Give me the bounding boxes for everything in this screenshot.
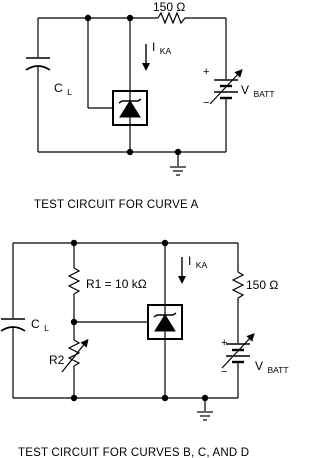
circuit-b-capacitor-symbol: C [31, 317, 40, 331]
circuit-a-battery-minus: − [203, 97, 210, 109]
circuit-b-junction-dot [71, 240, 77, 246]
circuit-b-current-subscript: KA [195, 260, 208, 270]
circuit-a-junction-dot [127, 15, 133, 21]
circuit-b-junction-dot [71, 319, 77, 325]
circuit-b-battery-label [255, 357, 289, 375]
circuit-b-current-symbol: I [188, 254, 192, 268]
circuit-b-battery-minus: − [221, 366, 228, 378]
circuit-a-current-label [152, 38, 171, 56]
circuit-a-current-subscript: KA [159, 46, 172, 56]
circuit-a-resistor-label: 150 Ω [153, 0, 186, 14]
circuit-a-current-symbol: I [152, 40, 156, 54]
circuit-a-resistor-150 [158, 13, 185, 23]
circuit-a-junction-dot [85, 15, 91, 21]
circuit-a-regulator-symbol [119, 91, 141, 125]
circuit-a-battery-label [241, 81, 275, 99]
circuit-b-battery-plus: + [221, 337, 228, 349]
circuit-a-capacitor-symbol: C [54, 81, 63, 95]
circuit-b-junction-dot [202, 395, 208, 401]
circuit-a-battery-symbol: V [241, 83, 250, 97]
circuit-b-junction-dot [71, 395, 77, 401]
circuit-b-current-label [188, 252, 207, 270]
circuit-b-junction-dot [162, 395, 168, 401]
circuit-a-junctions [85, 15, 181, 155]
circuit-b-regulator-symbol [154, 305, 176, 339]
circuit-b-junction-dot [162, 240, 168, 246]
circuit-b-battery-symbol: V [255, 359, 264, 373]
circuit-b-r2-label: R2 [49, 353, 65, 367]
circuit-b-capacitor-subscript: L [44, 323, 49, 333]
circuit-a-battery-plus: + [203, 66, 210, 78]
circuit-a-junction-dot [127, 149, 133, 155]
circuit-b-caption: TEST CIRCUIT FOR CURVES B, C, AND D [18, 447, 250, 458]
circuit-b-capacitor-label [31, 315, 49, 333]
circuit-b-r1-resistor [69, 268, 79, 294]
circuit-b-load-resistor-label: 150 Ω [246, 278, 279, 292]
circuit-b-load-resistor [233, 272, 243, 298]
circuit-a-battery-subscript: BATT [253, 89, 275, 99]
circuit-b-r1-label: R1 = 10 kΩ [86, 277, 147, 291]
circuit-a-battery-icon [210, 72, 240, 104]
circuit-a-capacitor-subscript: L [67, 87, 72, 97]
circuit-a-caption: TEST CIRCUIT FOR CURVE A [34, 199, 199, 211]
circuit-a-capacitor-label [54, 79, 72, 97]
circuit-a-ground-icon [170, 167, 186, 175]
circuit-b-ground-icon [197, 412, 213, 420]
circuit-a-junction-dot [175, 149, 181, 155]
circuit-b-battery-subscript: BATT [267, 365, 289, 375]
